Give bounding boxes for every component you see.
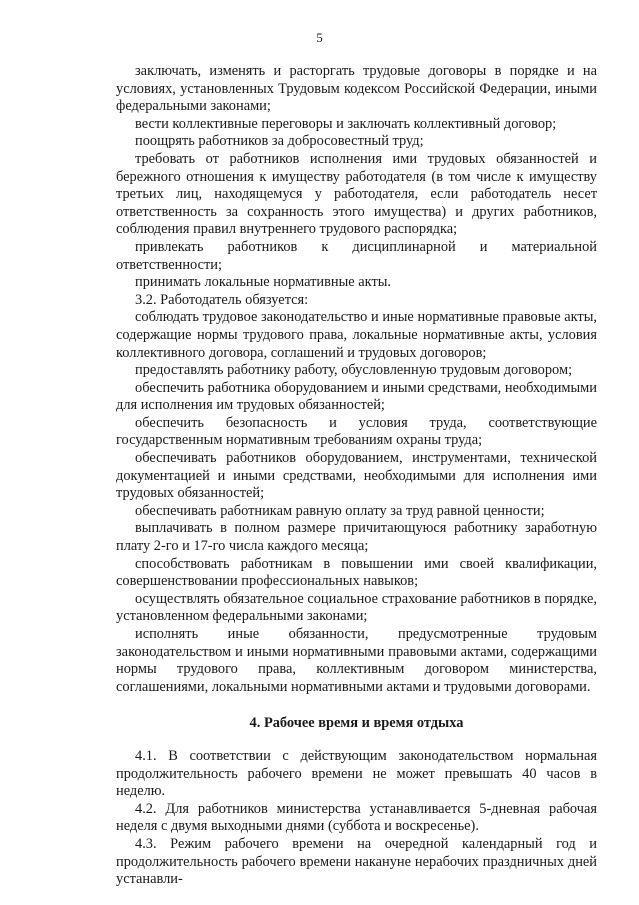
paragraph: заключать, изменять и расторгать трудовые договоры в порядке и на условиях, установленных Трудовым кодексом Российской Федерации, иными федеральными законами; xyxy=(116,63,597,115)
document-body xyxy=(116,63,597,889)
page-number: 5 xyxy=(316,30,323,45)
paragraph: требовать от работников исполнения ими трудовых обязанностей и бережного отношения к имуществу работодателя (в том числе к имуществу третьих лиц, находящемуся у работодателя, если работодатель несет ответственность за сохранность этого имущества) и других работников, соблюдения правил внутреннего трудового распорядка; xyxy=(116,150,597,238)
paragraph: принимать локальные нормативные акты. xyxy=(135,274,392,291)
paragraph: способствовать работникам в повышении ими своей квалификации, совершенствовании профессиональных навыков; xyxy=(116,555,597,590)
paragraph: вести коллективные переговоры и заключать коллективный договор; xyxy=(135,115,557,132)
clause-heading: 3.2. Работодатель обязуется: xyxy=(135,291,309,308)
paragraph: обеспечивать работников оборудованием, инструментами, технической документацией и иными средствами, необходимыми для исполнения ими трудовых обязанностей; xyxy=(116,450,597,502)
paragraph: предоставлять работнику работу, обусловленную трудовым договором; xyxy=(135,362,573,379)
paragraph: соблюдать трудовое законодательство и иные нормативные правовые акты, содержащие нормы трудового права, локальные нормативные акты, условия коллективного договора, соглашений и трудовых договоров; xyxy=(116,309,597,361)
section-heading: 4. Рабочее время и время отдыха xyxy=(249,715,464,732)
paragraph: исполнять иные обязанности, предусмотренные трудовым законодательством и иными нормативными правовыми актами, содержащими нормы трудового права, коллективным договором министерства, соглашениями, локальными нормативными актами и трудовыми договорами. xyxy=(116,626,597,695)
paragraph: обеспечить работника оборудованием и иными средствами, необходимыми для исполнения им трудовых обязанностей; xyxy=(116,379,597,414)
paragraph: 4.1. В соответствии с действующим законодательством нормальная продолжительность рабочего времени не может превышать 40 часов в неделю. xyxy=(116,747,597,800)
paragraph: привлекать работников к дисциплинарной и материальной ответственности; xyxy=(116,238,597,273)
paragraph: выплачивать в полном размере причитающуюся работнику заработную плату 2-го и 17-го числа каждого месяца; xyxy=(116,520,597,555)
paragraph: обеспечить безопасность и условия труда, соответствующие государственным нормативным требованиям охраны труда; xyxy=(116,414,597,449)
paragraph: обеспечивать работникам равную оплату за труд равной ценности; xyxy=(135,502,545,519)
paragraph: 4.3. Режим рабочего времени на очередной календарный год и продолжительность рабочего времени накануне нерабочих праздничных дней устанавли- xyxy=(116,835,597,888)
paragraph: поощрять работников за добросовестный труд; xyxy=(135,133,424,150)
paragraph: осуществлять обязательное социальное страхование работников в порядке, установленном федеральными законами; xyxy=(116,590,597,625)
paragraph: 4.2. Для работников министерства устанавливается 5-дневная рабочая неделя с двумя выходными днями (суббота и воскресенье). xyxy=(116,800,597,835)
